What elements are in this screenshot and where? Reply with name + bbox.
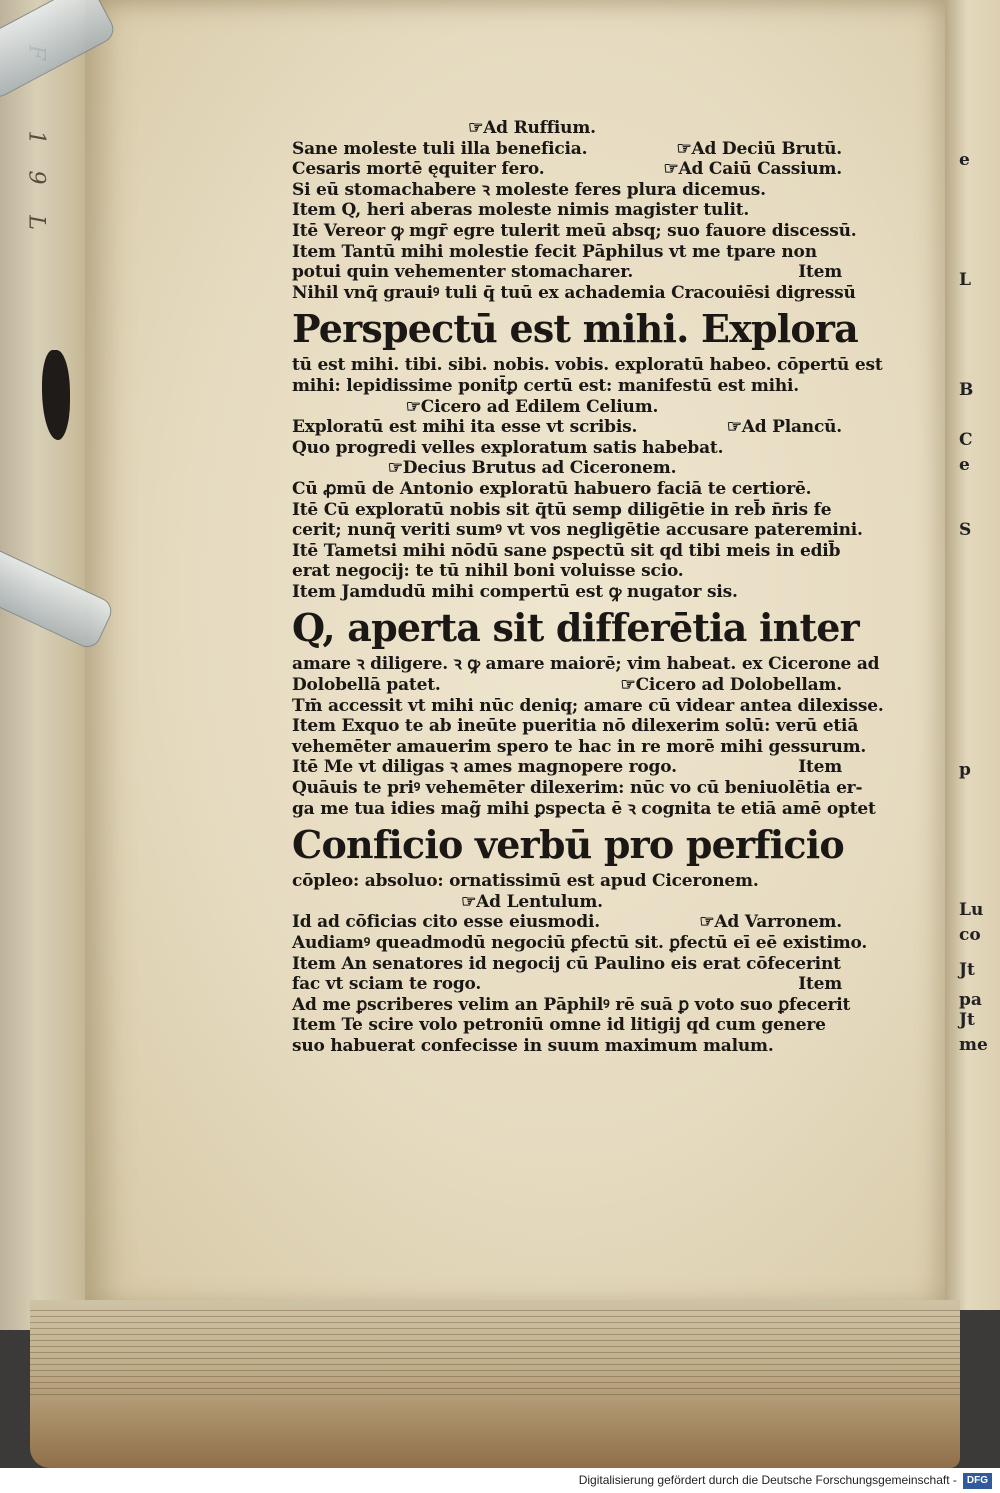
text-line — [292, 974, 852, 995]
text-line-left: Cesaris mortē ęquiter fero. — [292, 159, 545, 180]
facing-page-text-fragment: co — [959, 925, 981, 945]
text-line: Quāuis te priꝰ vehemēter dilexerim: nūc vo cū beniuolētia er- — [292, 778, 863, 799]
ink-stain — [42, 350, 70, 440]
facing-page-text-fragment: Lu — [959, 900, 984, 920]
facing-page-text-fragment: S — [959, 520, 972, 540]
facing-page-text-fragment: L — [959, 270, 971, 290]
section-heading: Q, aperta sit differētia inter — [292, 605, 859, 651]
text-line: vehemēter amauerim spero te hac in re morē mihi gessurum. — [292, 736, 867, 757]
text-line-right: ☞Cicero ad Dolobellam. — [620, 675, 842, 696]
section-heading: Conficio verbū pro perficio — [292, 822, 844, 868]
text-line-right: ☞Ad Varronem. — [699, 912, 842, 933]
text-line-left: potui quin vehementer stomacharer. — [292, 262, 634, 283]
dfg-logo[interactable]: DFG — [963, 1473, 992, 1489]
text-line — [292, 417, 852, 438]
facing-page-text-fragment: p — [959, 760, 971, 780]
text-line: suo habuerat confecisse in suum maximum malum. — [292, 1035, 774, 1056]
text-line — [292, 262, 852, 283]
text-line-right: Item — [798, 757, 842, 778]
text-line — [292, 675, 852, 696]
text-line: Si eū stomachabere ꝛ moleste feres plura dicemus. — [292, 179, 766, 200]
text-line-left: Id ad cōficias cito esse eiusmodi. — [292, 912, 600, 933]
text-line-right: ☞Ad Caiū Cassium. — [663, 159, 842, 180]
text-line: Ad me ꝑscriberes velim an Pāphilꝰ rē suā ꝑ voto suo ꝑfecerit — [292, 994, 851, 1015]
text-line-right: ☞Ad Deciū Brutū. — [676, 138, 842, 159]
facing-page-text-fragment: Jt — [959, 960, 975, 980]
text-line: ga me tua idies mag̃ mihi ꝑspecta ē ꝛ cognita te etiā amē optet — [292, 798, 876, 819]
text-line: Itē Tametsi mihi nōdū sane ꝑspectū sit qd tibi meis in edib̄ — [292, 540, 841, 561]
text-rubric: ☞Cicero ad Edilem Celium. — [405, 396, 659, 417]
text-line: Item An senatores id negocij cū Paulino eis erat cōfecerint — [292, 953, 841, 974]
text-line: Item Tantū mihi molestie fecit Pāphilus vt me tpare non — [292, 241, 817, 262]
text-line: Item Exquo te ab ineūte pueritia nō dilexerim solū: verū etiā — [292, 716, 859, 737]
text-line — [292, 159, 852, 180]
text-line: cōpleo: absoluo: ornatissimū est apud Ciceronem. — [292, 871, 759, 892]
text-line — [292, 139, 852, 160]
text-line — [292, 912, 852, 933]
facing-page-text-fragment: e — [959, 455, 970, 475]
text-line-right: Item — [798, 974, 842, 995]
text-line: Nihil vnq̄ grauiꝰ tuli q̄ tuū ex achademia Cracouiēsi digressū — [292, 282, 856, 303]
facing-page-text-fragment: me — [959, 1035, 988, 1055]
text-line: tū est mihi. tibi. sibi. nobis. vobis. exploratū habeo. cōpertū est — [292, 355, 883, 376]
facing-page-text-fragment: pa — [959, 990, 982, 1010]
margin-note: 9 — [23, 170, 49, 185]
text-line: mihi: lepidissime ponit̄ꝑ certū est: manifestū est mihi. — [292, 375, 800, 396]
text-line: cerit; nunq̄ veriti sumꝰ vt vos negligētie accusare pateremini. — [292, 520, 863, 541]
text-line-left: Exploratū est mihi ita esse vt scribis. — [292, 417, 638, 438]
margin-note: L — [23, 215, 49, 230]
text-line-right: ☞Ad Plancū. — [726, 417, 842, 438]
footer-bar — [0, 1468, 1000, 1493]
facing-page-edge — [945, 0, 1000, 1310]
margin-note: 1 — [23, 130, 49, 145]
text-line-left: fac vt sciam te rogo. — [292, 974, 482, 995]
text-line: Tm̄ accessit vt mihi nūc deniq; amare cū videar antea dilexisse. — [292, 695, 884, 716]
text-line — [292, 757, 852, 778]
facing-page-text-fragment: B — [959, 380, 974, 400]
text-line-right: Item — [798, 262, 842, 283]
text-line: erat negocij: te tū nihil boni voluisse scio. — [292, 561, 684, 582]
facing-page-text-fragment: C — [959, 430, 973, 450]
text-rubric: ☞Ad Ruffium. — [468, 118, 596, 138]
text-line: Itē Cū exploratū nobis sit q̄tū semp diligētie in reb̄ n̄ris fe — [292, 499, 832, 520]
footer-credit: Digitalisierung gefördert durch die Deutsche Forschungsgemeinschaft - — [578, 1473, 957, 1487]
text-rubric: ☞Decius Brutus ad Ciceronem. — [387, 458, 677, 479]
text-line: Itē Vereor ꝙ mgr̄ egre tulerit meū absq; suo fauore discessū. — [292, 220, 857, 241]
text-line: Quo progredi velles exploratum satis habebat. — [292, 437, 724, 458]
facing-page-text-fragment: Jt — [959, 1010, 975, 1030]
text-line-left: Itē Me vt diligas ꝛ ames magnopere rogo. — [292, 757, 677, 778]
text-line: Item Jamdudū mihi compertū est ꝙ nugator sis. — [292, 581, 738, 602]
text-line-left: Sane moleste tuli illa beneficia. — [292, 138, 588, 159]
text-line: amare ꝛ diligere. ꝛ ꝙ amare maiorē; vim habeat. ex Cicerone ad — [292, 654, 880, 675]
section-heading: Perspectū est mihi. Explora — [292, 306, 858, 352]
text-line: Item Q, heri aberas moleste nimis magister tulit. — [292, 200, 750, 221]
text-line: Audiamꝰ queadmodū negociū ꝑfectū sit. ꝑfectū eī eē existimo. — [292, 933, 868, 953]
page-block-edge — [30, 1300, 960, 1468]
text-line: Cū ꝓmū de Antonio exploratū habuero faciā te certiorē. — [292, 478, 812, 499]
text-line-left: Dolobellā patet. — [292, 675, 441, 696]
facing-page-text-fragment: e — [959, 150, 970, 170]
text-rubric: ☞Ad Lentulum. — [461, 891, 603, 912]
text-block — [292, 118, 884, 1057]
text-line: Item Te scire volo petroniū omne id litigij qd cum genere — [292, 1015, 826, 1036]
